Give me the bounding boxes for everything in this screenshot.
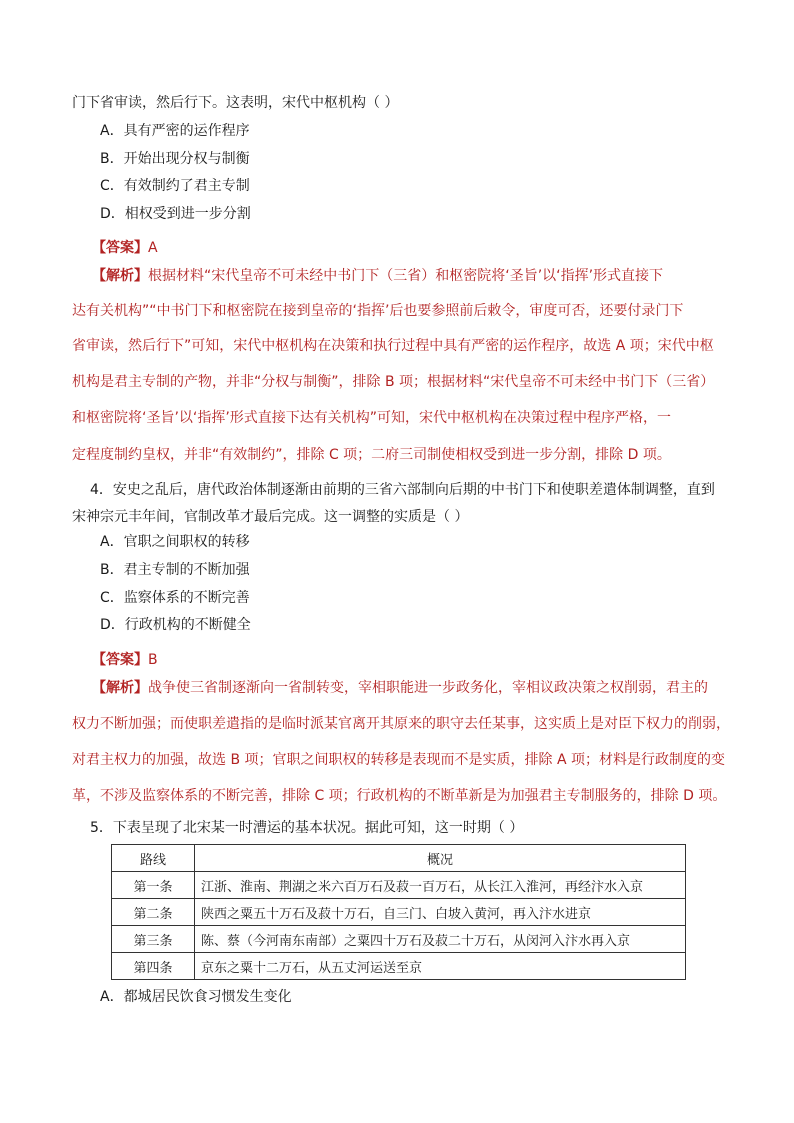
- table-row: [112, 899, 686, 926]
- q3-answer: [92, 239, 158, 257]
- q4-analysis-line: 革，不涉及监察体系的不断完善，排除 C 项；行政机构的不断革新是为加强君主专制服务的，排除 D 项。: [72, 788, 727, 804]
- answer-value: A: [148, 240, 158, 256]
- answer-label: 【答案】: [92, 652, 148, 668]
- table-header-row: [112, 845, 686, 872]
- q3-analysis-line: [92, 267, 663, 285]
- table-cell-route: 第二条: [112, 899, 195, 926]
- table-row: [112, 953, 686, 980]
- q3-analysis-line: 达有关机构”“中书门下和枢密院在接到皇帝的‘指挥’后也要参照前后敕令，审度可否，还要付录门下: [72, 303, 684, 319]
- table-header-overview: 概况: [195, 845, 686, 872]
- q5-option-a: A．都城居民饮食习惯发生变化: [100, 989, 292, 1005]
- canal-transport-table: [111, 844, 686, 980]
- analysis-text: 战争使三省制逐渐向一省制转变，宰相职能进一步政务化，宰相议政决策之权削弱，君主的: [148, 680, 708, 696]
- q3-analysis-line: 机构是君主专制的产物，并非“分权与制衡”，排除 B 项；根据材料“宋代皇帝不可未经中书门下（三省）: [72, 374, 715, 390]
- analysis-label: 【解析】: [92, 680, 148, 696]
- q3-analysis-line: 定程度制约皇权，并非“有效制约”，排除 C 项；二府三司制使相权受到进一步分割，排除 D 项。: [72, 447, 671, 463]
- table-cell-overview: 江浙、淮南、荆湖之米六百万石及菽一百万石，从长江入淮河，再经汴水入京: [195, 872, 686, 899]
- q3-stem-tail: 门下省审读，然后行下。这表明，宋代中枢机构（ ）: [72, 95, 399, 111]
- table-cell-route: 第四条: [112, 953, 195, 980]
- table-cell-route: 第三条: [112, 926, 195, 953]
- q4-option-d: D．行政机构的不断健全: [100, 617, 251, 633]
- q4-stem-line: 4．安史之乱后，唐代政治体制逐渐由前期的三省六部制向后期的中书门下和使职差遣体制调整，直到: [90, 482, 715, 498]
- answer-label: 【答案】: [92, 240, 148, 256]
- q4-analysis-line: [92, 679, 708, 697]
- q3-option-c: C．有效制约了君主专制: [100, 178, 250, 194]
- table-cell-overview: 陈、蔡（今河南东南部）之粟四十万石及菽二十万石，从闵河入汴水再入京: [195, 926, 686, 953]
- q4-analysis-line: 权力不断加强；而使职差遣指的是临时派某官离开其原来的职守去任某事，这实质上是对臣下权力的削弱，: [72, 716, 730, 732]
- answer-value: B: [148, 652, 158, 668]
- table-row: [112, 872, 686, 899]
- q3-option-d: D．相权受到进一步分割: [100, 206, 251, 222]
- q3-analysis-line: 和枢密院将‘圣旨’以‘指挥’形式直接下达有关机构”可知，宋代中枢机构在决策过程中程序严格，一: [72, 410, 672, 426]
- q5-stem: 5．下表呈现了北宋某一时漕运的基本状况。据此可知，这一时期（ ）: [90, 820, 524, 836]
- table-cell-route: 第一条: [112, 872, 195, 899]
- analysis-label: 【解析】: [92, 268, 148, 284]
- table-cell-overview: 京东之粟十二万石，从五丈河运送至京: [195, 953, 686, 980]
- q4-option-a: A．官职之间职权的转移: [100, 534, 250, 550]
- q4-option-b: B．君主专制的不断加强: [100, 562, 250, 578]
- q4-answer: [92, 651, 158, 669]
- table-row: [112, 926, 686, 953]
- table-cell-overview: 陕西之粟五十万石及菽十万石，自三门、白坡入黄河，再入汴水进京: [195, 899, 686, 926]
- q4-analysis-line: 对君主权力的加强，故选 B 项；官职之间职权的转移是表现而不是实质，排除 A 项；材料是行政制度的变: [72, 752, 725, 768]
- q3-option-b: B．开始出现分权与制衡: [100, 151, 250, 167]
- q4-stem-line: 宋神宗元丰年间，官制改革才最后完成。这一调整的实质是（ ）: [72, 509, 469, 525]
- q3-analysis-line: 省审读，然后行下”可知，宋代中枢机构在决策和执行过程中具有严密的运作程序，故选 A 项；宋代中枢: [72, 338, 714, 354]
- analysis-text: 根据材料“宋代皇帝不可未经中书门下（三省）和枢密院将‘圣旨’以‘指挥’形式直接下: [148, 268, 664, 284]
- table-header-route: 路线: [112, 845, 195, 872]
- q4-option-c: C．监察体系的不断完善: [100, 590, 250, 606]
- q3-option-a: A．具有严密的运作程序: [100, 123, 250, 139]
